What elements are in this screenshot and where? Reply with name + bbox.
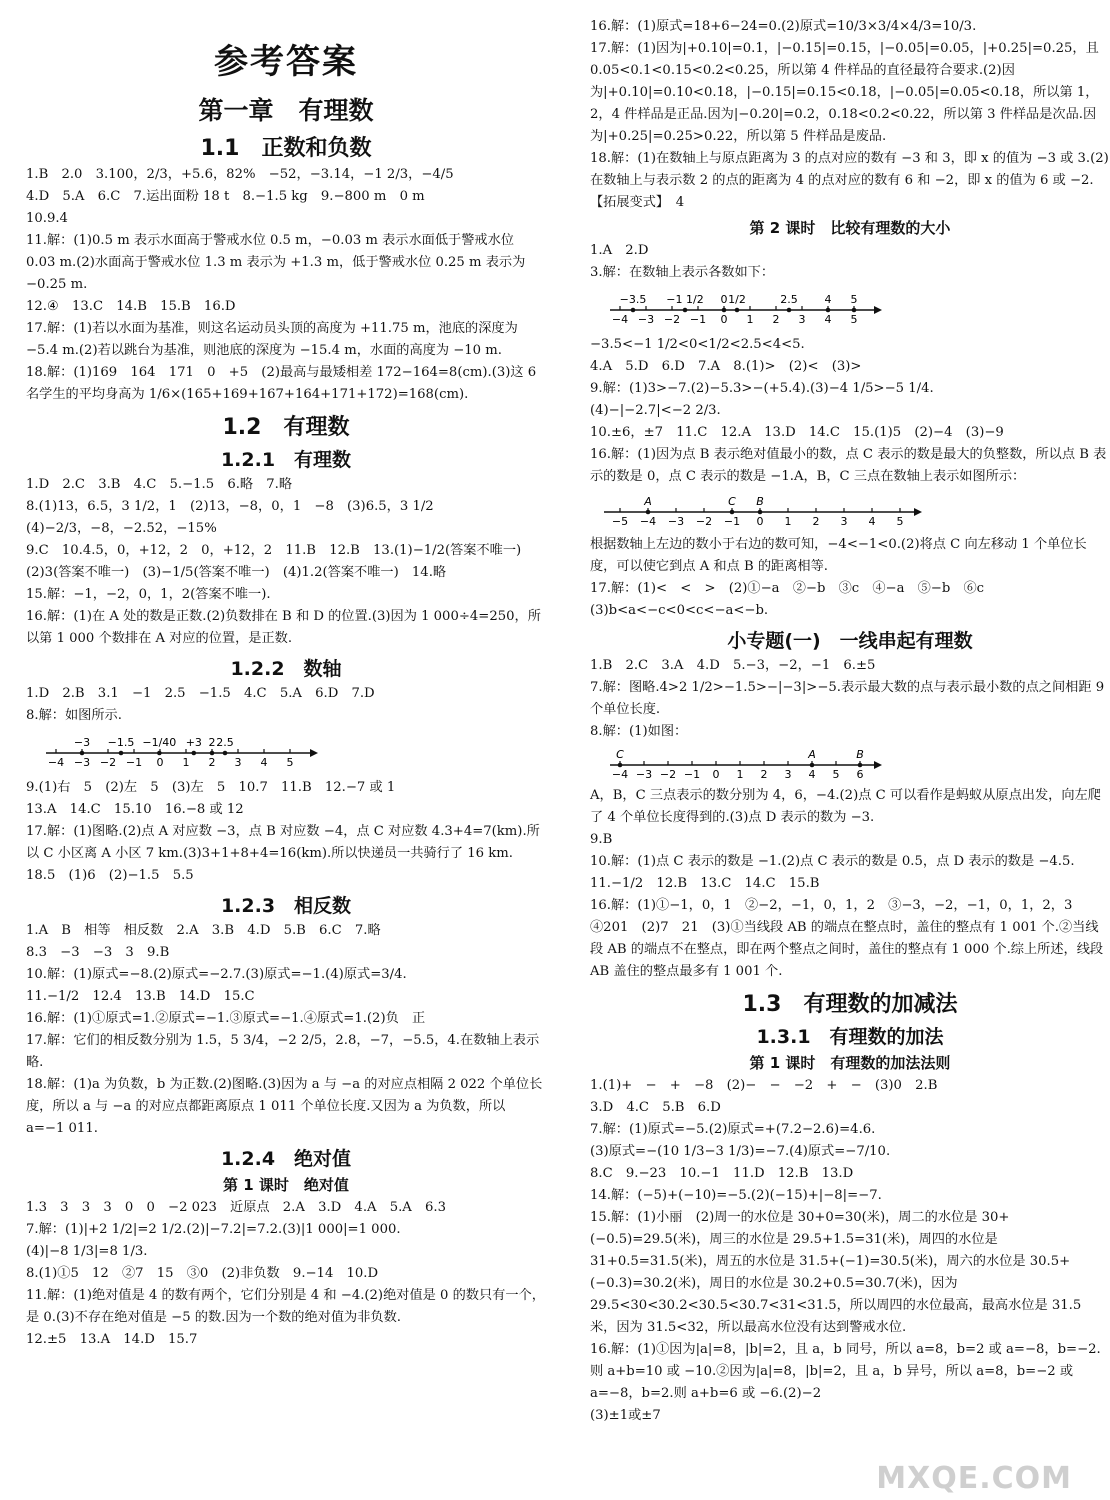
tick-label: 1	[784, 515, 792, 528]
answer-line: 8.解：(1)如图：	[590, 724, 688, 739]
answer-line: 8.(1)①5 12 ②7 15 ③0 (2)非负数 9.−14 10.D	[26, 1266, 379, 1281]
tick-label: −2	[663, 313, 681, 326]
answer-block	[26, 474, 546, 650]
tick-label: −1	[723, 515, 741, 528]
answer-line: 16.解：(1)因为点 B 表示绝对值最小的数，点 C 表示的数是最大的负整数，所以点 B 表示的数是 0，点 C 表示的数是 −1.A，B，C 三点在数轴上表示如图所示：	[590, 447, 1107, 484]
answer-line: 8.3 −3 −3 3 9.B	[26, 945, 170, 960]
answer-line: 7.解：(1)原式=−5.(2)原式=+(7.2−2.6)=4.6.	[590, 1122, 876, 1137]
tick-label: −3	[637, 313, 655, 326]
axis-arrow	[914, 508, 922, 516]
tick-label: 5	[850, 313, 858, 326]
tick-label: 2	[208, 756, 216, 769]
answer-line: 9.C 10.4.5，0，+12，2 0，+12，2 11.B 12.B 13.(1)−1/2(答案不唯一) (2)3(答案不唯一) (3)−1/5(答案不唯一) (4)1.2(答案不唯一) 14.略	[26, 543, 535, 580]
point-dot	[722, 308, 727, 313]
tick-label: 2	[772, 313, 780, 326]
answer-block	[590, 655, 1110, 983]
page-title: 参考答案	[214, 42, 358, 82]
point-dot	[858, 763, 863, 768]
answer-line: 10.9.4	[26, 211, 68, 226]
point-label: C	[728, 495, 736, 508]
point-label: 5	[850, 293, 858, 306]
answer-line: 1.A B 相等 相反数 2.A 3.B 4.D 5.B 6.C 7.略	[26, 923, 381, 938]
answer-line: 3.D 4.C 5.B 6.D	[590, 1100, 721, 1115]
point-label: C	[616, 748, 624, 761]
answer-line: 9.B	[590, 832, 613, 847]
point-dot	[852, 308, 857, 313]
answer-line: 9.解：(1)3>−7.(2)−5.3>−(+5.4).(3)−4 1/5>−5 1/4.	[590, 381, 934, 396]
answer-line: 17.解：(1)< < > (2)①−a ②−b ③c ④−a ⑤−b ⑥c	[590, 581, 985, 596]
answer-line: 1.A 2.D	[590, 243, 649, 258]
answer-line: 10.解：(1)点 C 表示的数是 −1.(2)点 C 表示的数是 0.5，点 D 表示的数是 −4.5.	[590, 854, 1075, 869]
answer-line: 8.(1)13，6.5，3 1/2，1 (2)13，−8，0，1 −8 (3)6.5，3 1/2	[26, 499, 434, 514]
number-line-figure	[590, 747, 1110, 783]
answer-line: 17.解：(1)若以水面为基准，则这名运动员头顶的高度为 +11.75 m，池底的深度为 −5.4 m.(2)若以跳台为基准，则池底的深度为 −15.4 m，水面的高度为 −10 m.	[26, 321, 518, 358]
tick-group	[612, 508, 904, 528]
lesson-heading: 第 1 课时 有理数的加法法则	[749, 1054, 951, 1072]
subsection-heading: 小专题(一) 一线串起有理数	[727, 630, 973, 652]
point-dot	[730, 510, 735, 515]
lesson-heading: 第 1 课时 绝对值	[223, 1176, 349, 1194]
subsection-heading: 1.2.2 数轴	[230, 658, 342, 680]
tick-label: −1	[683, 768, 701, 781]
answer-line: 16.解：(1)在 A 处的数是正数.(2)负数排在 B 和 D 的位置.(3)因为 1 000÷4=250，所以第 1 000 个数排在 A 对应的位置，是正数.	[26, 609, 541, 646]
tick-label: 1	[182, 756, 190, 769]
tick-label: 0	[156, 756, 164, 769]
answer-line: 16.解：(1)①因为|a|=8，|b|=2，且 a，b 同号，所以 a=8，b=2 或 a=−8，b=−2.则 a+b=10 或 −10.②因为|a|=8，|b|=2，且 a，b 异号，所以 a=8，b=−2 或 a=−8，b=2.则 a+b=6 或 −6.(2)−2	[590, 1342, 1101, 1401]
tick-label: 0	[720, 313, 728, 326]
answer-line: 7.解：(1)|+2 1/2|=2 1/2.(2)|−7.2|=7.2.(3)|1 000|=1 000.	[26, 1222, 401, 1237]
point-dot	[646, 510, 651, 515]
chapter-heading: 第一章 有理数	[198, 96, 374, 125]
number-line-svg	[590, 288, 890, 332]
tick-label: 3	[798, 313, 806, 326]
answer-line: 12.④ 13.C 14.B 15.B 16.D	[26, 299, 236, 314]
point-dot	[735, 308, 740, 313]
tick-label: −4	[611, 768, 629, 781]
tick-label: 0	[756, 515, 764, 528]
tick-label: 5	[286, 756, 294, 769]
answer-line: 11.−1/2 12.B 13.C 14.C 15.B	[590, 876, 820, 891]
tick-label: 1	[736, 768, 744, 781]
tick-group	[48, 749, 294, 769]
answer-line: −3.5<−1 1/2<0<1/2<2.5<4<5.	[590, 337, 805, 352]
point-label: −3.5	[619, 293, 647, 306]
number-line-figure	[590, 288, 1110, 332]
left-column	[26, 0, 546, 1351]
answer-line: 18.解：(1)在数轴上与原点距离为 3 的点对应的数有 −3 和 3，即 x 的值为 −3 或 3.(2)在数轴上与表示数 2 的点的距离为 4 的点对应的数有 6 和 −2，即 x 的值为 6 或 −2.	[590, 151, 1109, 188]
tick-label: 0	[712, 768, 720, 781]
tick-label: 5	[896, 515, 904, 528]
tick-label: 4	[808, 768, 816, 781]
answer-line: 18.解：(1)169 164 171 0 +5 (2)最高与最矮相差 172−164=8(cm).(3)这 6 名学生的平均身高为 1/6×(165+169+167+164+171+172)=168(cm).	[26, 365, 537, 402]
point-label: −1 1/2	[666, 293, 704, 306]
section-heading: 1.2 有理数	[222, 415, 350, 440]
answer-line: 18.5 (1)6 (2)−1.5 5.5	[26, 868, 194, 883]
answer-line: 16.解：(1)①原式=1.②原式=−1.③原式=−1.④原式=1.(2)负 正	[26, 1011, 426, 1026]
answer-line: 15.解：−1，−2，0，1，2(答案不唯一).	[26, 587, 271, 602]
watermark: MXQE.COM	[876, 1461, 1072, 1496]
answer-line: 16.解：(1)①−1，0，1 ②−2，−1，0，1，2 ③−3，−2，−1，0，1，2，3 ④201 (2)7 21 (3)①当线段 AB 的端点在整点时，盖住的整点有 1 001 个.②当线段 AB 的端点不在整点，即在两个整点之间时，盖住的整点有 1 000 个.综上所述，线段 AB 盖住的整点最多有 1 001 个.	[590, 898, 1104, 979]
point-label: 2.5	[780, 293, 798, 306]
tick-label: −1	[689, 313, 707, 326]
answer-block	[590, 16, 1110, 214]
axis-arrow	[310, 749, 318, 757]
tick-label: −1	[125, 756, 143, 769]
answer-block	[590, 1075, 1110, 1427]
point-dot	[787, 308, 792, 313]
subsection-heading: 1.3.1 有理数的加法	[756, 1026, 944, 1048]
answer-line: 3.解：在数轴上表示各数如下：	[590, 265, 775, 280]
answer-line: (3)原式=−(10 1/3−3 1/3)=−7.(4)原式=−7/10.	[590, 1144, 891, 1159]
answer-line: 1.3 3 3 3 0 0 −2 023 近原点 2.A 3.D 4.A 5.A 6.3	[26, 1200, 446, 1215]
section-heading: 1.3 有理数的加减法	[742, 992, 958, 1017]
point-label: −1.5	[107, 736, 135, 749]
axis-arrow	[874, 761, 882, 769]
answer-line: 11.解：(1)绝对值是 4 的数有两个，它们分别是 4 和 −4.(2)绝对值是 0 的数只有一个，是 0.(3)不存在绝对值是 −5 的数.因为一个数的绝对值为非负数.	[26, 1288, 545, 1325]
answer-line: 13.A 14.C 15.10 16.−8 或 12	[26, 802, 244, 817]
number-line-svg	[590, 492, 930, 532]
tick-label: −3	[667, 515, 685, 528]
point-label: 0	[720, 293, 728, 306]
answer-line: 4.A 5.D 6.D 7.A 8.(1)> (2)< (3)>	[590, 359, 862, 374]
answer-line: 1.D 2.C 3.B 4.C 5.−1.5 6.略 7.略	[26, 477, 293, 492]
point-label: −1/40	[142, 736, 177, 749]
subsection-heading: 1.2.4 绝对值	[220, 1148, 352, 1170]
point-label: 2.5	[216, 736, 234, 749]
point-label: 2	[208, 736, 216, 749]
answer-line: A，B，C 三点表示的数分别为 4，6，−4.(2)点 C 可以看作是蚂蚁从原点出发，向左爬了 4 个单位长度得到的.(3)点 D 表示的数为 −3.	[590, 788, 1101, 825]
answer-line: 1.(1)+ − + −8 (2)− − −2 + − (3)0 2.B	[590, 1078, 938, 1093]
point-label: −3	[73, 736, 91, 749]
point-dot	[758, 510, 763, 515]
subsection-heading: 1.2.1 有理数	[220, 449, 352, 471]
tick-label: −5	[611, 515, 629, 528]
answer-line: 17.解：(1)因为|+0.10|=0.1，|−0.15|=0.15，|−0.05|=0.05，|+0.25|=0.25，且 0.05<0.1<0.15<0.2<0.25，所以第 4 件样品的直径最符合要求.(2)因为|+0.10|=0.10<0.18，|−0.15|=0.15<0.18，|−0.05|=0.05<0.18，所以第 1，2，4 件样品是正品.因为|−0.20|=0.2，0.18<0.2<0.22，所以第 3 件样品是次品.因为|+0.25|=0.25>0.22，所以第 5 件样品是废品.	[590, 41, 1099, 144]
tick-label: 2	[760, 768, 768, 781]
answer-block	[26, 920, 546, 1140]
point-dot	[210, 751, 215, 756]
point-label: 4	[824, 293, 832, 306]
tick-label: 4	[260, 756, 268, 769]
answer-line: 15.解：(1)小丽 (2)周一的水位是 30+0=30(米)，周二的水位是 30+(−0.5)=29.5(米)，周三的水位是 29.5+1.5=31(米)，周四的水位是 31+0.5=31.5(米)，周五的水位是 31.5+(−1)=30.5(米)，周六的水位是 30.5+(−0.3)=30.2(米)，周日的水位是 30.2+0.5=30.7(米)，因为 29.5<30<30.2<30.5<30.7<31<31.5，所以周四的水位最高，最高水位是 31.5 米，因为 31.5<32，所以最高水位没有达到警戒水位.	[590, 1210, 1082, 1335]
answer-line: (4)−2/3，−8，−2.52，−15%	[26, 521, 217, 536]
tick-label: −4	[611, 313, 629, 326]
point-dot	[683, 308, 688, 313]
answer-line: 8.解：如图所示.	[26, 708, 122, 723]
number-line-svg	[590, 747, 890, 783]
tick-label: −3	[73, 756, 91, 769]
tick-label: −4	[639, 515, 657, 528]
tick-label: 3	[840, 515, 848, 528]
point-label: A	[644, 495, 652, 508]
point-dot	[826, 308, 831, 313]
answer-line: 【拓展变式】 4	[590, 195, 685, 210]
answer-line: 10.解：(1)原式=−8.(2)原式=−2.7.(3)原式=−1.(4)原式=3/4.	[26, 967, 407, 982]
point-dot	[618, 763, 623, 768]
answer-line: 14.解：(−5)+(−10)=−5.(2)(−15)+|−8|=−7.	[590, 1188, 882, 1203]
tick-label: −2	[659, 768, 677, 781]
answer-block	[26, 1197, 546, 1351]
answer-line: 12.±5 13.A 14.D 15.7	[26, 1332, 198, 1347]
tick-label: −2	[99, 756, 117, 769]
subsection-heading: 1.2.3 相反数	[220, 895, 352, 917]
point-label: +3	[185, 736, 202, 749]
answer-line: 9.(1)右 5 (2)左 5 (3)左 5 10.7 11.B 12.−7 或 1	[26, 780, 396, 795]
point-dot	[631, 308, 636, 313]
answer-line: 1.B 2.C 3.A 4.D 5.−3，−2，−1 6.±5	[590, 658, 876, 673]
answer-line: 18.解：(1)a 为负数，b 为正数.(2)图略.(3)因为 a 与 −a 的对应点相隔 2 022 个单位长度，所以 a 与 −a 的对应点都距离原点 1 011 个单位长度.又因为 a 为负数，所以 a=−1 011.	[26, 1077, 543, 1136]
answer-line: (4)−|−2.7|<−2 2/3.	[590, 403, 721, 418]
axis-arrow	[874, 306, 882, 314]
answer-line: 4.D 5.A 6.C 7.运出面粉 18 t 8.−1.5 kg 9.−800 m 0 m	[26, 189, 425, 204]
answer-line: (3)±1或±7	[590, 1408, 661, 1423]
tick-group	[612, 306, 858, 326]
point-dot	[119, 751, 124, 756]
tick-label: −3	[635, 768, 653, 781]
tick-label: 1	[746, 313, 754, 326]
tick-label: 6	[856, 768, 864, 781]
point-dot	[810, 763, 815, 768]
answer-block	[590, 240, 1110, 622]
answer-line: (3)b<a<−c<0<c<−a<−b.	[590, 603, 769, 618]
tick-label: 2	[812, 515, 820, 528]
answer-line: 11.−1/2 12.4 13.B 14.D 15.C	[26, 989, 255, 1004]
answer-line: 17.解：(1)图略.(2)点 A 对应数 −3，点 B 对应数 −4，点 C 对应数 4.3+4=7(km).所以 C 小区离 A 小区 7 km.(3)3+1+8+4=16(km).所以快递员一共骑行了 16 km.	[26, 824, 540, 861]
tick-label: 3	[784, 768, 792, 781]
answer-line: 17.解：它们的相反数分别为 1.5，5 3/4，−2 2/5，2.8，−7，−5.5，4.在数轴上表示略.	[26, 1033, 540, 1070]
tick-label: 3	[234, 756, 242, 769]
point-label: 1/2	[728, 293, 746, 306]
tick-label: 4	[868, 515, 876, 528]
tick-group	[612, 761, 864, 781]
answer-line: 10.±6，±7 11.C 12.A 13.D 14.C 15.(1)5 (2)−4 (3)−9	[590, 425, 1004, 440]
right-column	[590, 16, 1110, 1427]
answer-line: 根据数轴上左边的数小于右边的数可知，−4<−1<0.(2)将点 C 向左移动 1 个单位长度，可以使它到点 A 和点 B 的距离相等.	[590, 537, 1087, 574]
point-dot	[223, 751, 228, 756]
number-line-figure	[590, 492, 1110, 532]
answer-block	[26, 164, 546, 406]
lesson-heading: 第 2 课时 比较有理数的大小	[749, 219, 951, 237]
tick-label: −4	[47, 756, 65, 769]
answer-line: 1.D 2.B 3.1 −1 2.5 −1.5 4.C 5.A 6.D 7.D	[26, 686, 375, 701]
answer-line: 8.C 9.−23 10.−1 11.D 12.B 13.D	[590, 1166, 854, 1181]
tick-label: −2	[695, 515, 713, 528]
answer-line: 11.解：(1)0.5 m 表示水面高于警戒水位 0.5 m，−0.03 m 表示水面低于警戒水位 0.03 m.(2)水面高于警戒水位 1.3 m 表示为 +1.3 m，低于警戒水位 0.25 m 表示为 −0.25 m.	[26, 233, 526, 292]
tick-label: 5	[832, 768, 840, 781]
point-dot	[80, 751, 85, 756]
point-label: A	[808, 748, 816, 761]
answer-line: 7.解：图略.4>2 1/2>−1.5>−|−3|>−5.表示最大数的点与表示最小数的点之间相距 9 个单位长度.	[590, 680, 1105, 717]
answer-line: 1.B 2.0 3.100，2/3，+5.6，82% −52，−3.14，−1 2/3，−4/5	[26, 167, 454, 182]
point-label: B	[856, 748, 864, 761]
answer-line: (4)|−8 1/3|=8 1/3.	[26, 1244, 148, 1259]
point-dot	[157, 751, 162, 756]
answer-line: 16.解：(1)原式=18+6−24=0.(2)原式=10/3×3/4×4/3=10/3.	[590, 19, 977, 34]
tick-label: 4	[824, 313, 832, 326]
number-line-svg	[26, 731, 326, 775]
point-label: B	[756, 495, 764, 508]
point-dot	[192, 751, 197, 756]
answer-block	[26, 683, 546, 887]
section-heading: 1.1 正数和负数	[200, 136, 372, 161]
number-line-figure	[26, 731, 546, 775]
